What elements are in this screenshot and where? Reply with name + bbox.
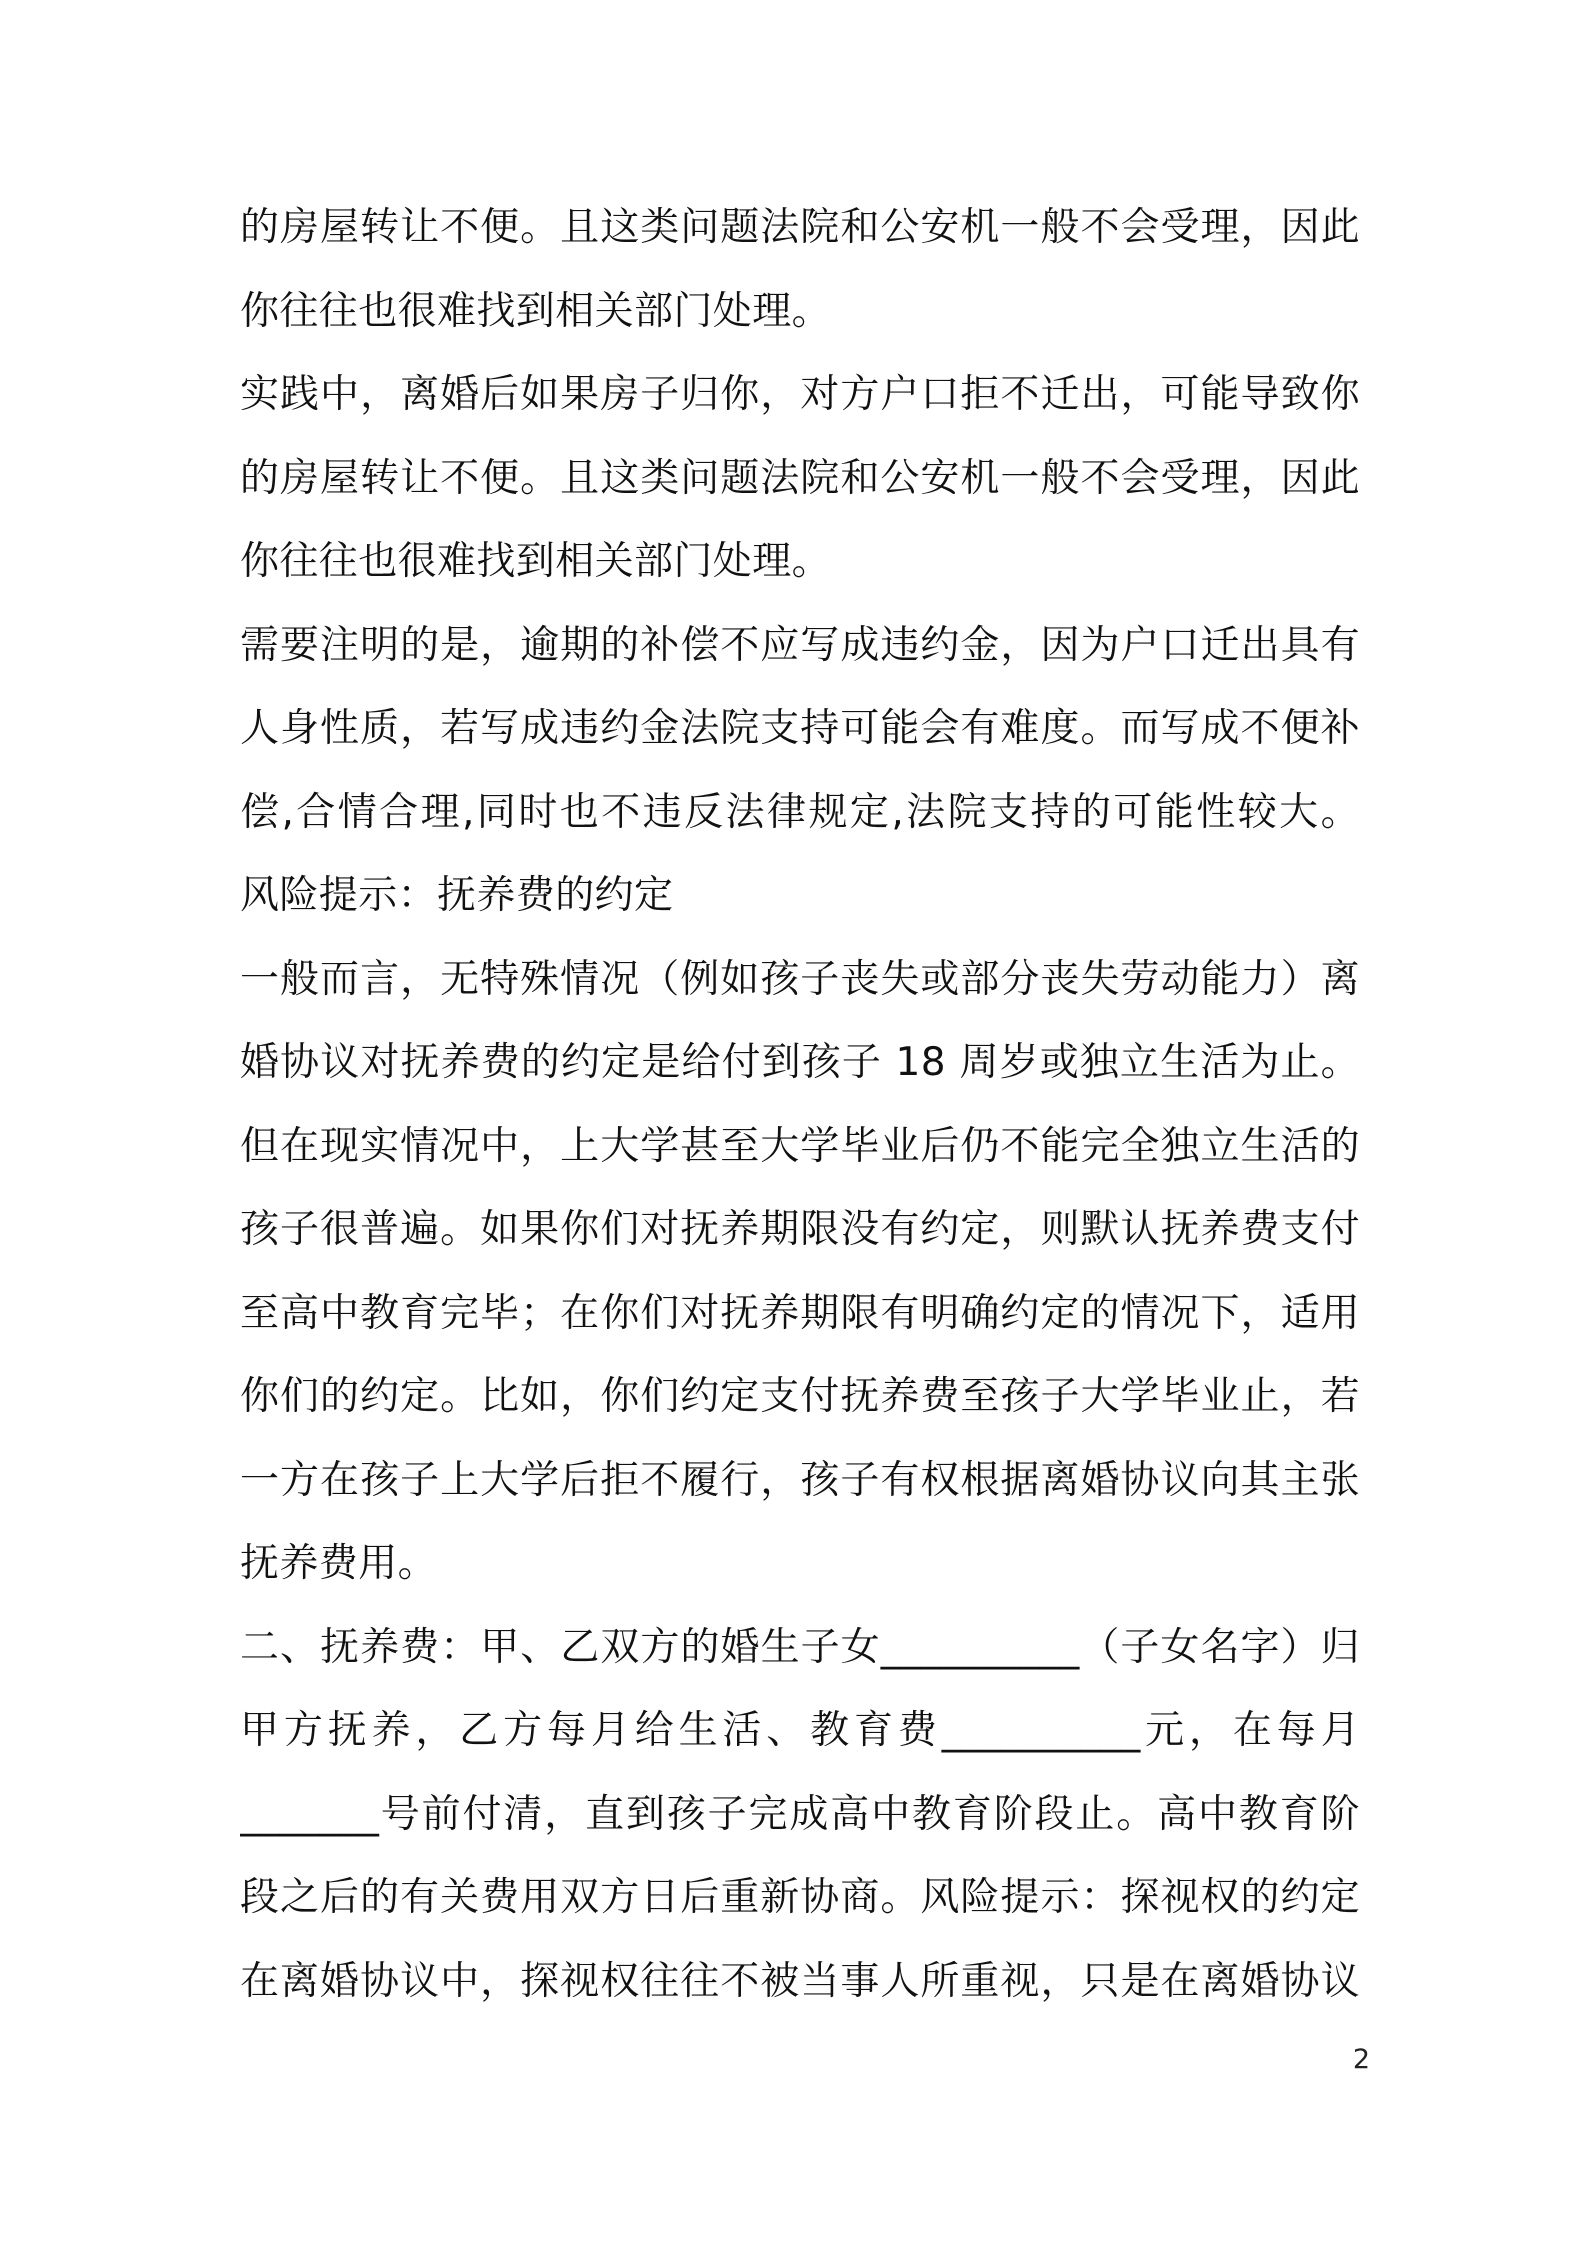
text-line: 一方在孩子上大学后拒不履行，孩子有权根据离婚协议向其主张	[240, 1457, 1360, 1503]
text-line: 你往往也很难找到相关部门处理。	[240, 288, 832, 334]
text-line: 孩子很普遍。如果你们对抚养期限没有约定，则默认抚养费支付	[240, 1207, 1360, 1252]
text-line: 实践中，离婚后如果房子归你，对方户口拒不迁出，可能导致你	[240, 372, 1360, 417]
clause-line: 二、抚养费：甲、乙双方的婚生子女__________（子女名字）归	[240, 1624, 1360, 1670]
clause-line: 甲方抚养，乙方每月给生活、教育费__________元，在每月	[240, 1708, 1360, 1753]
text-line: 在离婚协议中，探视权往往不被当事人所重视，只是在离婚协议	[240, 1958, 1360, 2004]
text-line: 偿,合情合理,同时也不违反法律规定,法院支持的可能性较大。	[240, 789, 1360, 835]
page-number: 2	[1352, 2044, 1370, 2075]
text-line: 需要注明的是，逾期的补偿不应写成违约金，因为户口迁出具有	[240, 622, 1360, 668]
clause-line: 段之后的有关费用双方日后重新协商。风险提示：探视权的约定	[240, 1875, 1360, 1920]
section-heading: 风险提示：抚养费的约定	[240, 873, 674, 918]
text-line: 一般而言，无特殊情况（例如孩子丧失或部分丧失劳动能力）离	[240, 956, 1360, 1002]
text-line: 至高中教育完毕；在你们对抚养期限有明确约定的情况下，适用	[240, 1290, 1360, 1336]
text-line: 的房屋转让不便。且这类问题法院和公安机一般不会受理，因此	[240, 455, 1360, 501]
text-line: 人身性质，若写成违约金法院支持可能会有难度。而写成不便补	[240, 706, 1360, 751]
text-line: 婚协议对抚养费的约定是给付到孩子 18 周岁或独立生活为止。	[240, 1040, 1360, 1085]
text-line: 你往往也很难找到相关部门处理。	[240, 539, 832, 584]
text-line: 的房屋转让不便。且这类问题法院和公安机一般不会受理，因此	[240, 205, 1360, 250]
document-body	[240, 186, 1360, 2023]
text-line: 但在现实情况中，上大学甚至大学毕业后仍不能完全独立生活的	[240, 1123, 1360, 1169]
text-line: 抚养费用。	[240, 1541, 438, 1586]
clause-line: _______号前付清，直到孩子完成高中教育阶段止。高中教育阶	[240, 1791, 1360, 1837]
text-line: 你们的约定。比如，你们约定支付抚养费至孩子大学毕业止，若	[240, 1374, 1360, 1419]
